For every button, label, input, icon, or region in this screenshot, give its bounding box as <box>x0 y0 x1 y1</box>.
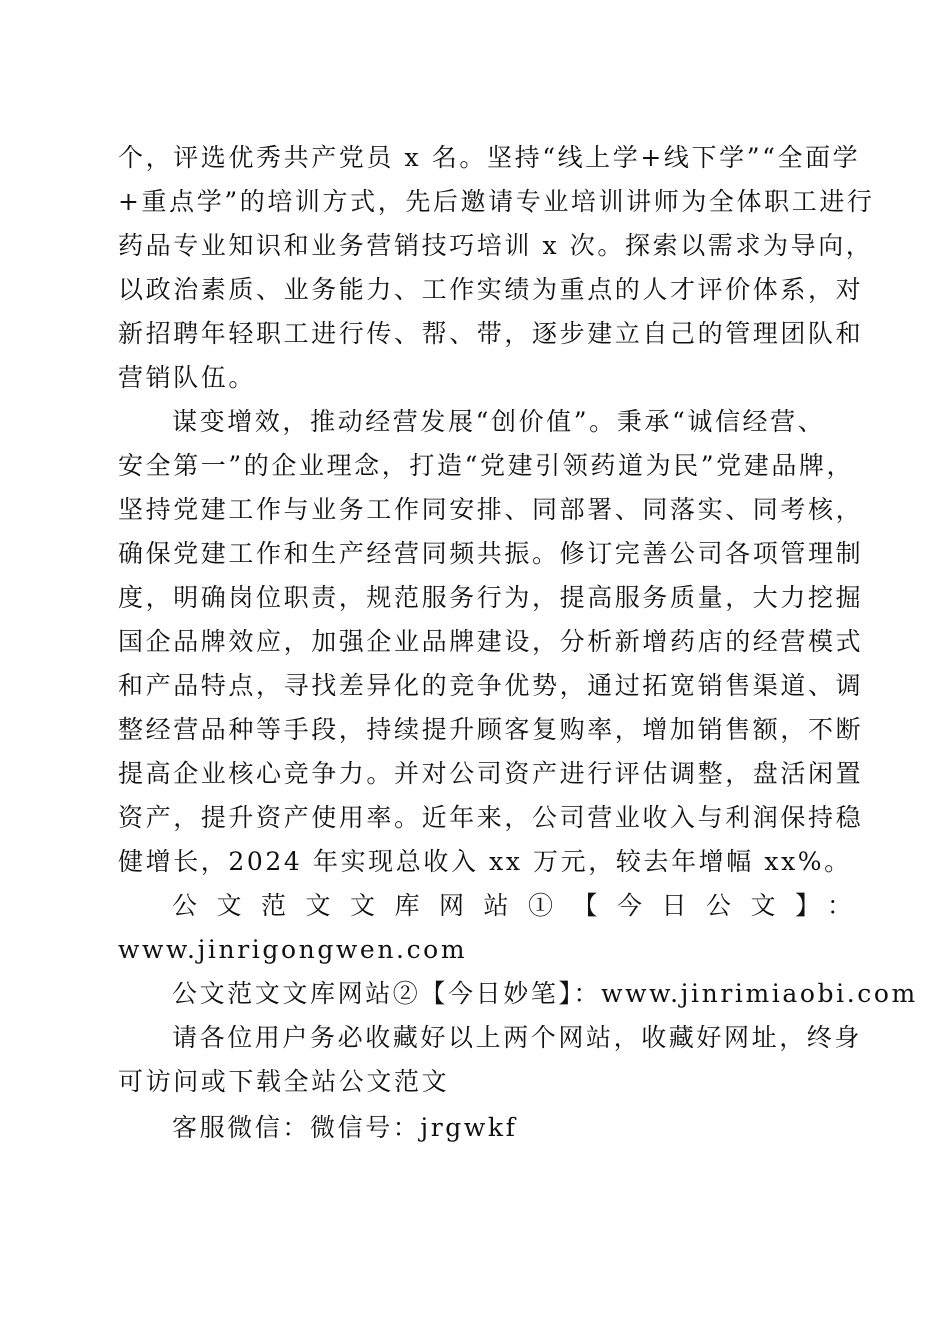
notice-line: 可访问或下载全站公文范文 <box>118 1067 450 1096</box>
paragraph-2 <box>118 400 864 884</box>
paragraph-line: 营销队伍。 <box>118 363 257 392</box>
site2-link[interactable]: 公文范文文库网站②【今日妙笔】：www.jinrimiaobi.com <box>172 979 918 1008</box>
footer-notice <box>118 884 918 1150</box>
paragraph-line: 健增长，2024 年实现总收入 xx 万元，较去年增幅 xx%。 <box>118 847 852 876</box>
document-page <box>118 136 918 1150</box>
site1-label: 公文范文文库网站①【今日公文】： <box>172 891 872 920</box>
site1-url-link[interactable]: www.jinrigongwen.com <box>118 935 468 964</box>
paragraph-line: 度，明确岗位职责，规范服务行为，提高服务质量，大力挖掘 <box>118 583 864 612</box>
paragraph-line: 提高企业核心竞争力。并对公司资产进行评估调整，盘活闲置 <box>118 759 864 788</box>
paragraph-line: 个，评选优秀共产党员 x 名。坚持“线上学+线下学”“全面学 <box>118 143 861 172</box>
paragraph-line: 坚持党建工作与业务工作同安排、同部署、同落实、同考核， <box>118 495 864 524</box>
paragraph-line: 资产，提升资产使用率。近年来，公司营业收入与利润保持稳 <box>118 803 864 832</box>
paragraph-line: 和产品特点，寻找差异化的竞争优势，通过拓宽销售渠道、调 <box>118 671 864 700</box>
paragraph-line: 安全第一”的企业理念，打造“党建引领药道为民”党建品牌， <box>118 451 855 480</box>
paragraph-line: 新招聘年轻职工进行传、帮、带，逐步建立自己的管理团队和 <box>118 319 864 348</box>
notice-line: 请各位用户务必收藏好以上两个网站，收藏好网址，终身 <box>172 1023 863 1052</box>
paragraph-line: 以政治素质、业务能力、工作实绩为重点的人才评价体系，对 <box>118 275 864 304</box>
wechat-contact: 客服微信：微信号：jrgwkf <box>172 1113 518 1142</box>
paragraph-line: 国企品牌效应，加强企业品牌建设，分析新增药店的经营模式 <box>118 627 864 656</box>
paragraph-line: 整经营品种等手段，持续提升顾客复购率，增加销售额，不断 <box>118 715 864 744</box>
paragraph-1 <box>118 136 875 400</box>
paragraph-line: +重点学”的培训方式，先后邀请专业培训讲师为全体职工进行 <box>118 187 875 216</box>
paragraph-line: 谋变增效，推动经营发展“创价值”。秉承“诚信经营、 <box>172 407 826 436</box>
paragraph-line: 药品专业知识和业务营销技巧培训 x 次。探索以需求为导向， <box>118 231 874 260</box>
paragraph-line: 确保党建工作和生产经营同频共振。修订完善公司各项管理制 <box>118 539 864 568</box>
